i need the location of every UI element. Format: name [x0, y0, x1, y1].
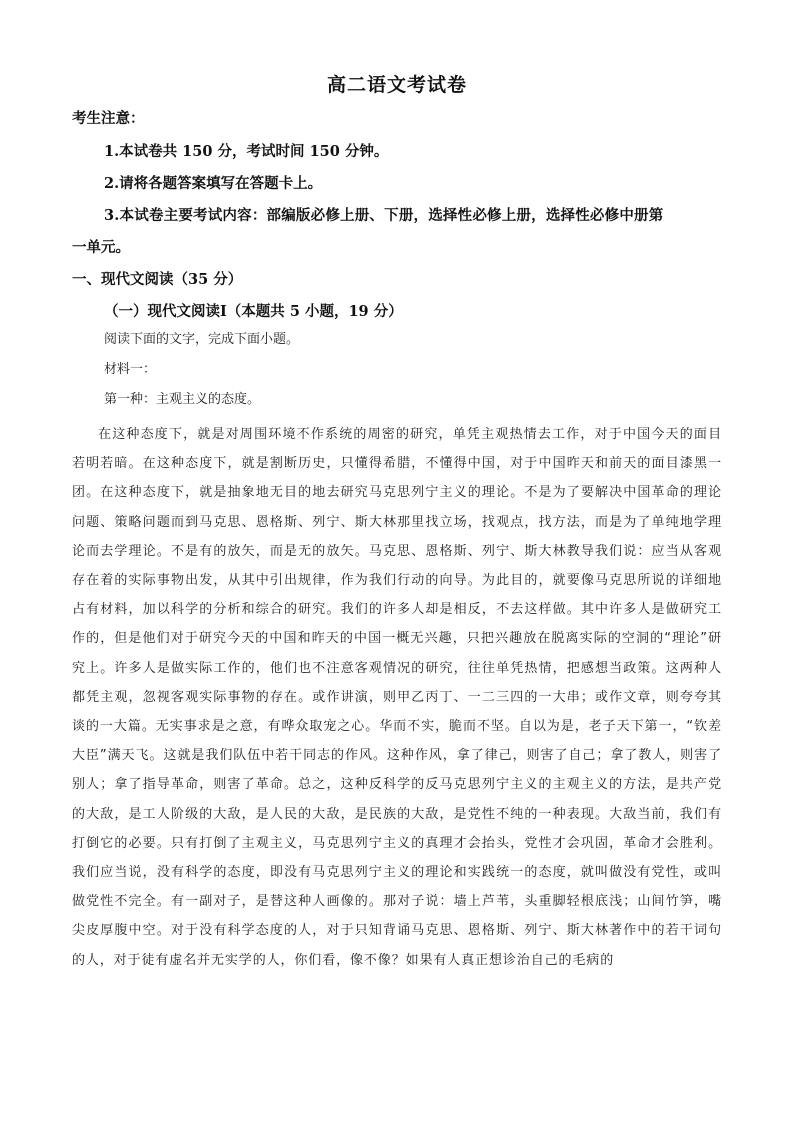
- material-paragraph: 在这种态度下，就是对周围环境不作系统的周密的研究，单凭主观热情去工作，对于中国今天的面目若明若暗。在这种态度下，就是割断历史，只懂得希腊，不懂得中国，对于中国昨天和前天的面目漆黑一团。在这种态度下，就是抽象地无目的地去研究马克思列宁主义的理论。不是为了要解决中国革命的理论问题、策略问题而到马克思、恩格斯、列宁、斯大林那里找立场，找观点，找方法，而是为了单纯地学理论而去学理论。不是有的放矢，而是无的放矢。马克思、恩格斯、列宁、斯大林教导我们说：应当从客观存在着的实际事物出发，从其中引出规律，作为我们行动的向导。为此目的，就要像马克思所说的详细地占有材料，加以科学的分析和综合的研究。我们的许多人却是相反，不去这样做。其中许多人是做研究工作的，但是他们对于研究今天的中国和昨天的中国一概无兴趣，只把兴趣放在脱离实际的空洞的“理论”研究上。许多人是做实际工作的，他们也不注意客观情况的研究，往往单凭热情，把感想当政策。这两种人都凭主观，忽视客观实际事物的存在。或作讲演，则甲乙丙丁、一二三四的一大串；或作文章，则夸夸其谈的一大篇。无实事求是之意，有哗众取宠之心。华而不实，脆而不坚。自以为是，老子天下第一，“钦差大臣”满天飞。这就是我们队伍中若干同志的作风。这种作风，拿了律己，则害了自己；拿了教人，则害了别人；拿了指导革命，则害了革命。总之，这种反科学的反马克思列宁主义的主观主义的方法，是共产党的大敌，是工人阶级的大敌，是人民的大敌，是民族的大敌，是党性不纯的一种表现。大敌当前，我们有打倒它的必要。只有打倒了主观主义，马克思列宁主义的真理才会抬头，党性才会巩固，革命才会胜利。我们应当说，没有科学的态度，即没有马克思列宁主义的理论和实践统一的态度，就叫做没有党性，或叫做党性不完全。有一副对子，是替这种人画像的。那对子说：墙上芦苇，头重脚轻根底浅；山间竹笋，嘴尖皮厚腹中空。对于没有科学态度的人，对于只知背诵马克思、恩格斯、列宁、斯大林著作中的若干词句的人，对于徒有虚名并无实学的人，你们看，像不像？如果有人真正想诊治自己的毛病的: [72, 427, 722, 968]
- notice-item-3-continued: 一单元。: [72, 239, 130, 256]
- notice-item-3: 3.本试卷主要考试内容：部编版必修上册、下册，选择性必修上册，选择性必修中册第: [104, 207, 664, 224]
- notice-item-1: 1.本试卷共 150 分，考试时间 150 分钟。: [104, 143, 389, 160]
- section-subheading: （一）现代文阅读Ⅰ（本题共 5 小题，19 分）: [104, 303, 403, 320]
- first-kind-heading: 第一种：主观主义的态度。: [104, 392, 261, 407]
- material-label: 材料一：: [104, 362, 157, 377]
- material-body: [72, 420, 722, 975]
- section-heading: 一、现代文阅读（35 分）: [72, 271, 243, 288]
- reading-instruction: 阅读下面的文字，完成下面小题。: [104, 332, 300, 347]
- page-title: 高二语文考试卷: [326, 74, 467, 96]
- notice-item-2: 2.请将各题答案填写在答题卡上。: [104, 175, 323, 192]
- notice-heading: 考生注意：: [72, 110, 145, 127]
